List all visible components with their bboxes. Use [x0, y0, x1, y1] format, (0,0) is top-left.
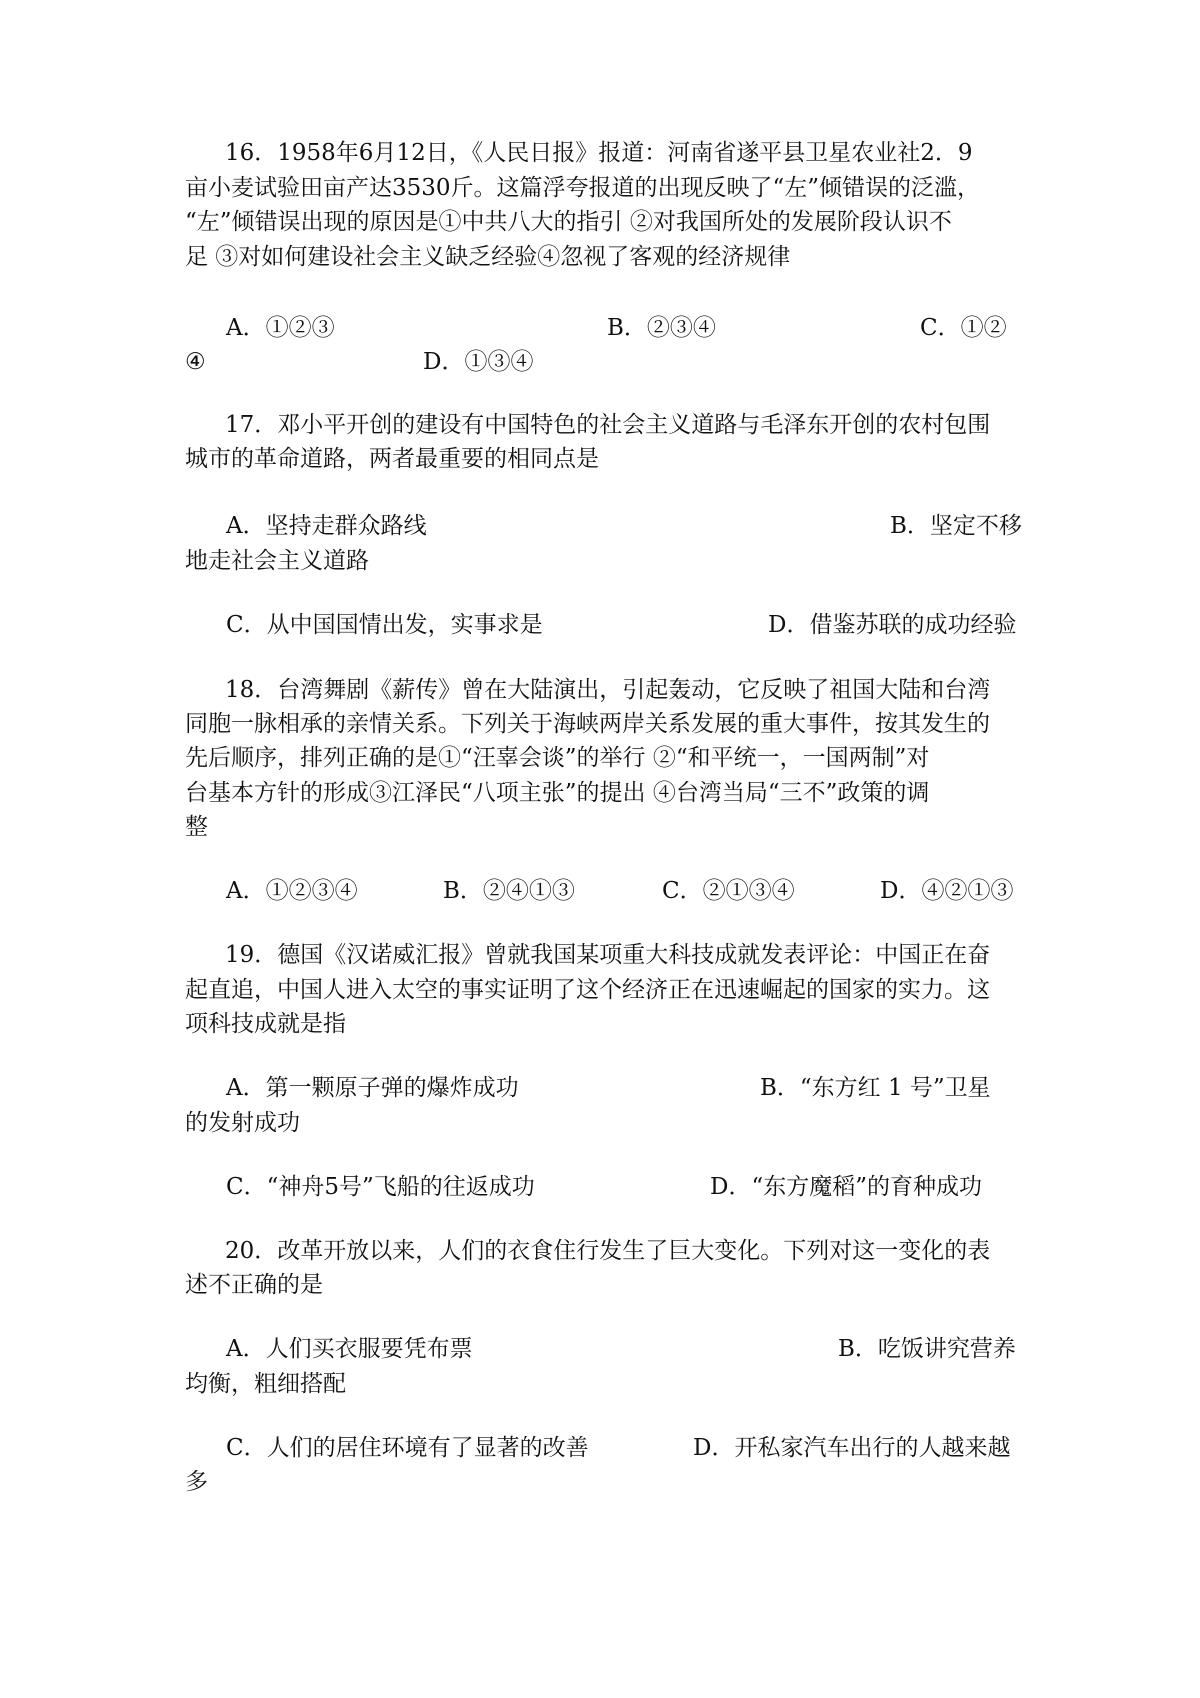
question-16-option-c-continued: ④	[185, 349, 206, 375]
question-17-option-b-continued: 地走社会主义道路	[185, 548, 369, 574]
question-19-option-b: B．“东方红 1 号”卫星	[760, 1075, 991, 1101]
question-18-stem-line-3: 先后顺序，排列正确的是①“汪辜会谈”的举行 ②“和平统一，一国两制”对	[185, 745, 930, 771]
question-16-stem-line-4: 足 ③对如何建设社会主义缺乏经验④忽视了客观的经济规律	[185, 244, 791, 270]
question-20-option-d: D．开私家汽车出行的人越来越	[693, 1435, 1011, 1461]
question-18-stem-line-2: 同胞一脉相承的亲情关系。下列关于海峡两岸关系发展的重大事件，按其发生的	[185, 711, 990, 737]
question-18-option-b: B．②④①③	[443, 878, 575, 904]
question-19-stem-line-1: 19．德国《汉诺威汇报》曾就我国某项重大科技成就发表评论：中国正在奋	[225, 942, 991, 968]
question-17-option-c: C．从中国国情出发，实事求是	[226, 612, 543, 638]
question-17-stem-line-2: 城市的革命道路，两者最重要的相同点是	[185, 446, 599, 472]
question-18-option-c: C．②①③④	[662, 878, 795, 904]
question-17-stem-line-1: 17．邓小平开创的建设有中国特色的社会主义道路与毛泽东开创的农村包围	[225, 412, 991, 438]
question-20-option-a: A．人们买衣服要凭布票	[226, 1336, 473, 1362]
question-20-stem-line-2: 述不正确的是	[185, 1272, 323, 1298]
question-16-option-b: B．②③④	[607, 315, 716, 341]
question-19-option-c: C．“神舟5号”飞船的往返成功	[226, 1174, 535, 1200]
question-18-stem-line-4: 台基本方针的形成③江泽民“八项主张”的提出 ④台湾当局“三不”政策的调	[185, 780, 930, 806]
question-16-option-d: D．①③④	[423, 349, 534, 375]
question-19-option-a: A．第一颗原子弹的爆炸成功	[226, 1075, 519, 1101]
question-18-option-a: A．①②③④	[226, 878, 358, 904]
question-17-option-b: B．坚定不移	[890, 513, 1022, 539]
question-18-option-d: D．④②①③	[880, 878, 1014, 904]
question-16-option-a: A．①②③	[226, 315, 335, 341]
question-20-option-b: B．吃饭讲究营养	[838, 1336, 1016, 1362]
question-19-stem-line-2: 起直追，中国人进入太空的事实证明了这个经济正在迅速崛起的国家的实力。这	[185, 977, 990, 1003]
question-20-stem-line-1: 20．改革开放以来，人们的衣食住行发生了巨大变化。下列对这一变化的表	[225, 1238, 991, 1264]
question-18-stem-line-1: 18．台湾舞剧《薪传》曾在大陆演出，引起轰动，它反映了祖国大陆和台湾	[225, 677, 991, 703]
question-16-stem-line-3: “左”倾错误出现的原因是①中共八大的指引 ②对我国所处的发展阶段认识不	[185, 209, 952, 235]
question-18-stem-line-5: 整	[185, 814, 208, 840]
question-16-option-c: C．①②	[920, 315, 1007, 341]
question-17-option-a: A．坚持走群众路线	[226, 513, 427, 539]
question-20-option-b-continued: 均衡，粗细搭配	[185, 1371, 346, 1397]
question-20-option-d-continued: 多	[185, 1469, 208, 1495]
question-17-option-d: D．借鉴苏联的成功经验	[768, 612, 1017, 638]
question-19-stem-line-3: 项科技成就是指	[185, 1011, 346, 1037]
question-19-option-b-continued: 的发射成功	[185, 1110, 300, 1136]
question-16-stem-line-1: 16．1958年6月12日，《人民日报》报道：河南省遂平县卫星农业社2．9	[225, 140, 973, 166]
question-16-stem-line-2: 亩小麦试验田亩产达3530斤。这篇浮夸报道的出现反映了“左”倾错误的泛滥，	[185, 175, 981, 201]
question-19-option-d: D．“东方魔稻”的育种成功	[710, 1174, 982, 1200]
question-20-option-c: C．人们的居住环境有了显著的改善	[226, 1435, 589, 1461]
